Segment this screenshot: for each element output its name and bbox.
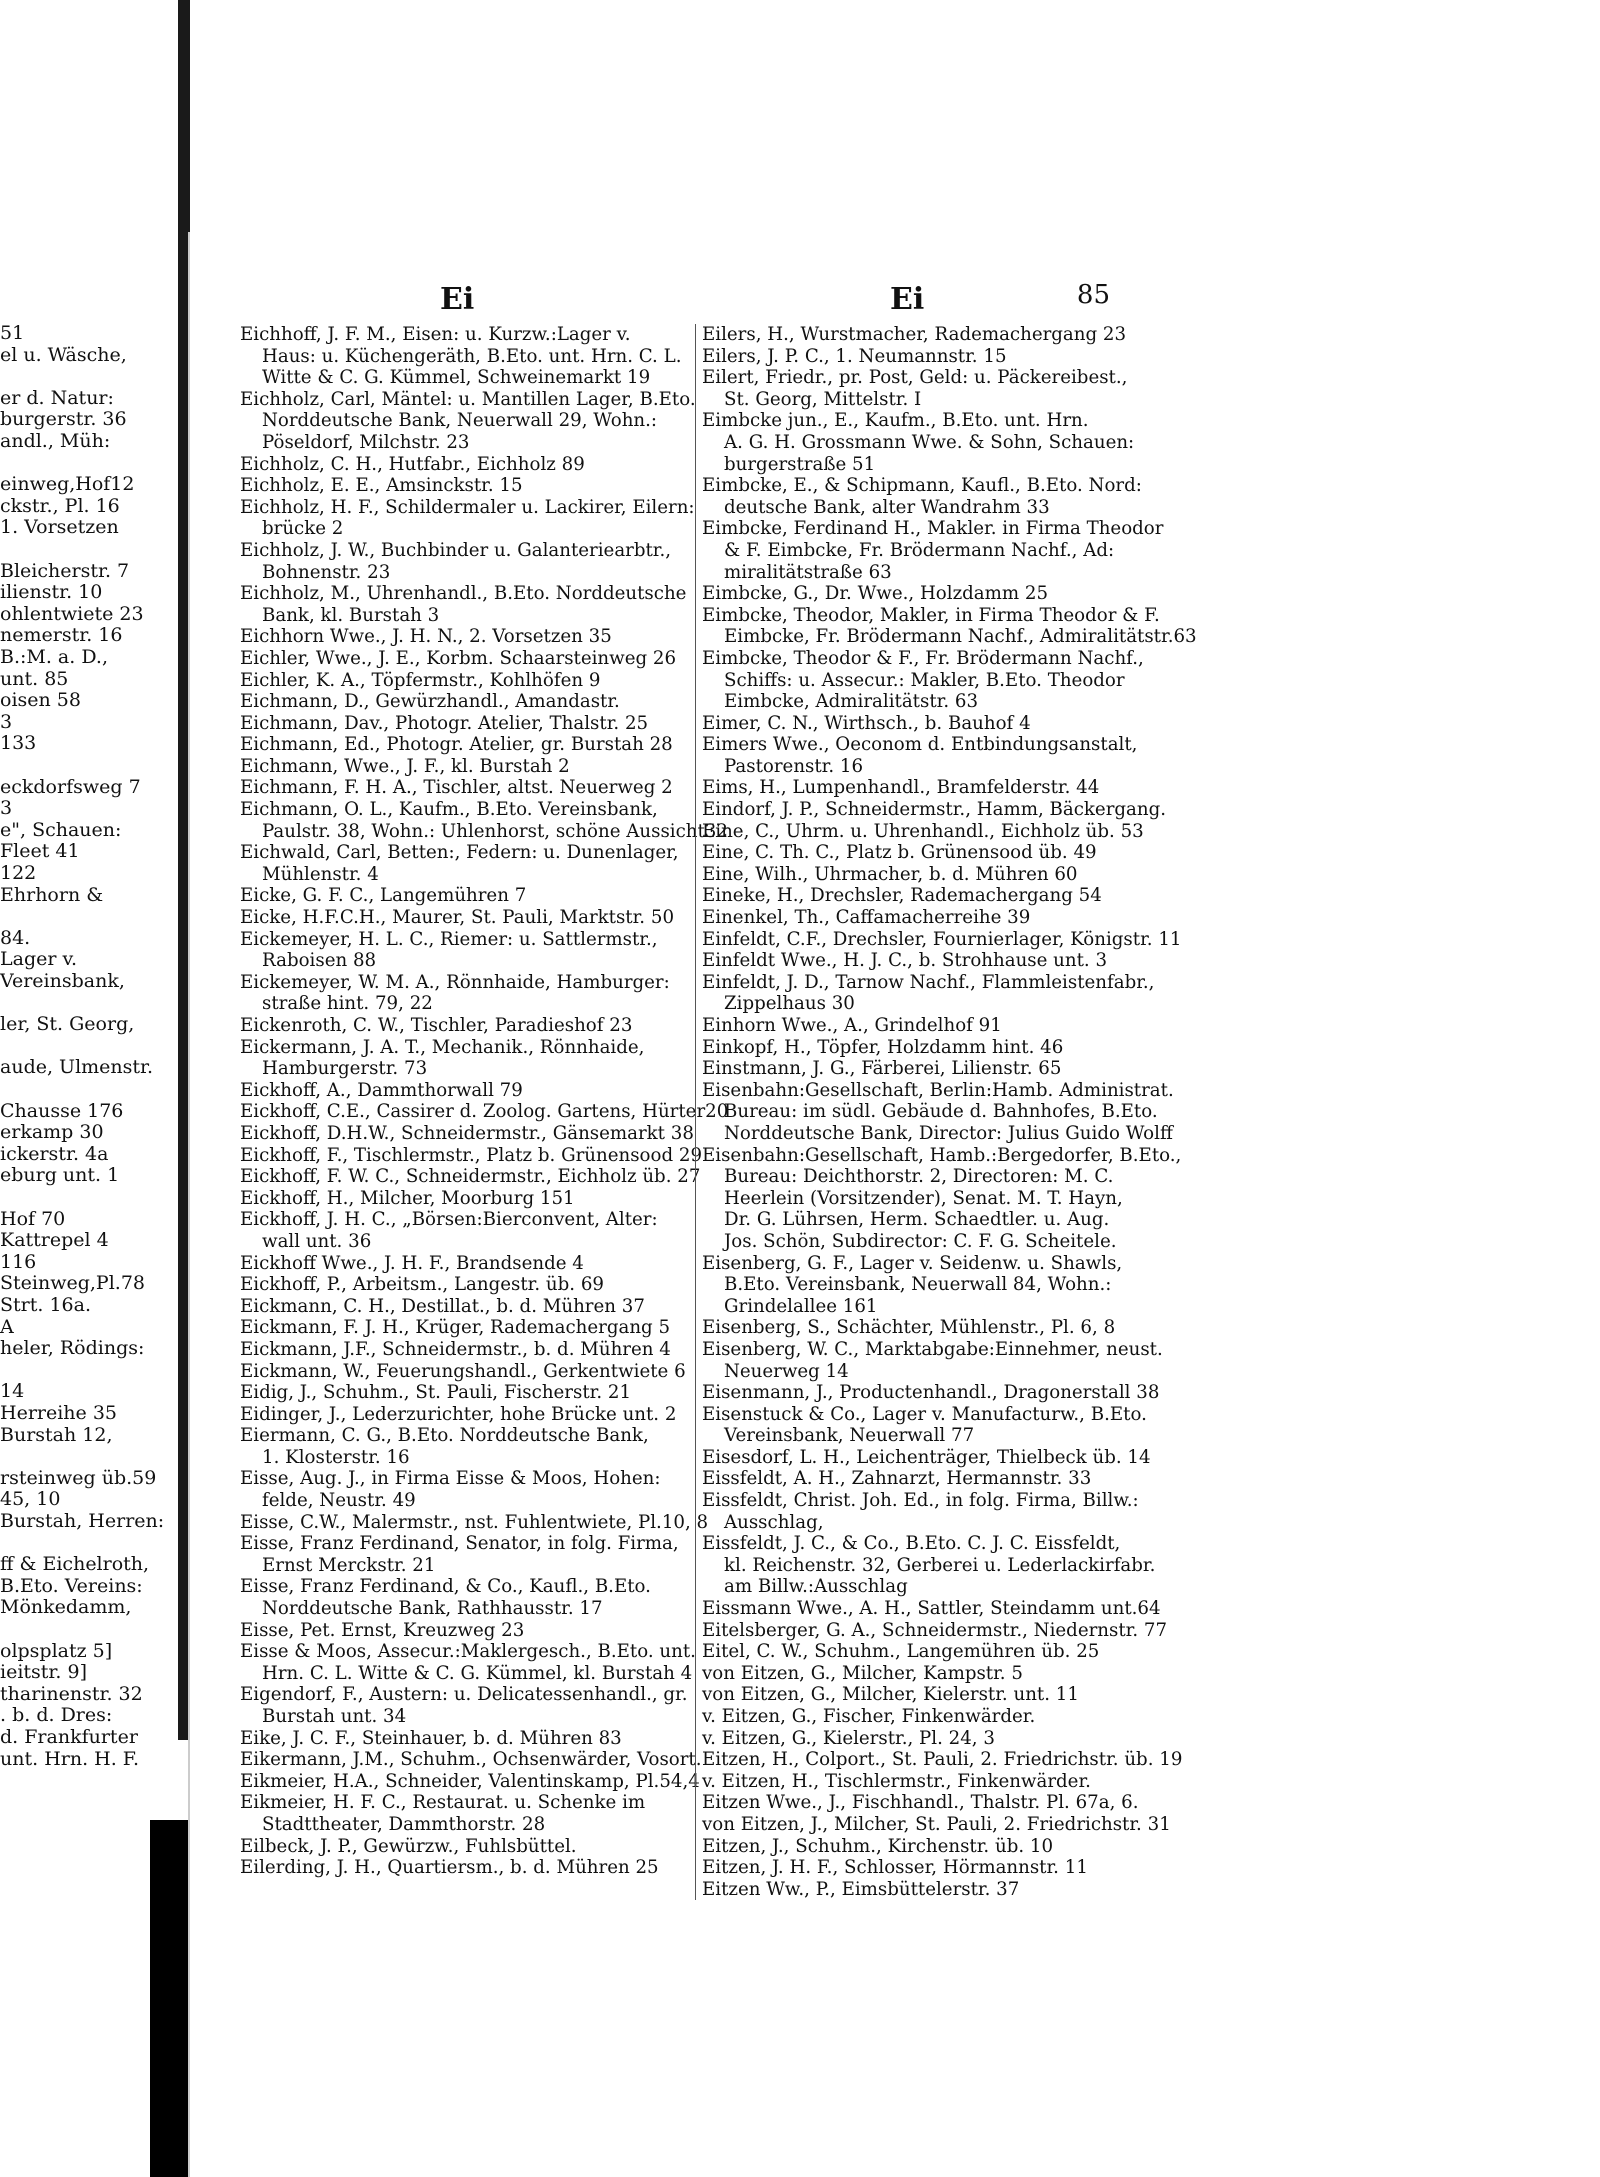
directory-entry: Eilert, Friedr., pr. Post, Geld: u. Päckereibest., (702, 367, 1128, 389)
left-fragment-line: B.:M. a. D., (0, 646, 108, 668)
left-fragment-line: Kattrepel 4 (0, 1229, 109, 1252)
directory-entry: Eilers, H., Wurstmacher, Rademachergang 23 (702, 324, 1127, 345)
directory-entry: Eichholz, Carl, Mäntel: u. Mantillen Lager, B.Eto. (240, 388, 696, 410)
left-fragment-line: ohlentwiete 23 (0, 602, 144, 625)
directory-entry: Eickhoff, J. H. C., „Börsen:Bierconvent, Alter: (240, 1209, 658, 1231)
directory-entry: von Eitzen, J., Milcher, St. Pauli, 2. Friedrichstr. 31 (702, 1813, 1171, 1835)
directory-entry: Eickhoff, H., Milcher, Moorburg 151 (240, 1187, 575, 1209)
entry-continuation: Norddeutsche Bank, Director: Julius Guido Wolff (724, 1122, 1173, 1144)
directory-entry: Eisenberg, W. C., Marktabgabe:Einnehmer, neust. (702, 1338, 1163, 1360)
directory-entry: Eitelsberger, G. A., Schneidermstr., Niedernstr. 77 (702, 1619, 1168, 1641)
left-fragment-line: unt. 85 (0, 667, 69, 690)
directory-entry: Eidinger, J., Lederzurichter, hohe Brücke unt. 2 (240, 1403, 677, 1425)
left-fragment-line: oisen 58 (0, 689, 81, 712)
directory-entry: v. Eitzen, G., Fischer, Finkenwärder. (702, 1706, 1036, 1727)
left-fragment-line: Chausse 176 (0, 1099, 124, 1122)
left-fragment-line: 3 (0, 797, 13, 820)
directory-entry: Eindorf, J. P., Schneidermstr., Hamm, Bäckergang. (702, 799, 1167, 821)
left-fragment-line: andl., Müh: (0, 430, 111, 452)
entry-continuation: Stadttheater, Dammthorstr. 28 (262, 1813, 546, 1835)
left-fragment-line: B.Eto. Vereins: (0, 1574, 143, 1597)
entry-continuation: Haus: u. Küchengeräth, B.Eto. unt. Hrn. C. L. (262, 345, 682, 367)
directory-entry: Eichholz, C. H., Hutfabr., Eichholz 89 (240, 453, 585, 475)
entry-continuation: B.Eto. Vereinsbank, Neuerwall 84, Wohn.: (724, 1274, 1112, 1296)
directory-entry: Eimbcke jun., E., Kaufm., B.Eto. unt. Hrn. (702, 410, 1089, 432)
directory-entry: Einhorn Wwe., A., Grindelhof 91 (702, 1015, 1002, 1036)
directory-entry: Eickmann, J.F., Schneidermstr., b. d. Mühren 4 (240, 1338, 671, 1360)
directory-entry: Eickhoff Wwe., J. H. F., Brandsende 4 (240, 1252, 584, 1274)
directory-entry: v. Eitzen, H., Tischlermstr., Finkenwärder. (702, 1770, 1091, 1792)
directory-entry: Eichler, K. A., Töpfermstr., Kohlhöfen 9 (240, 669, 601, 691)
left-fragment-line: einweg,Hof12 (0, 473, 135, 496)
entry-continuation: Zippelhaus 30 (724, 993, 855, 1015)
left-fragment-line: ff & Eichelroth, (0, 1553, 150, 1576)
directory-entry: Eitzen, J., Schuhm., Kirchenstr. üb. 10 (702, 1835, 1054, 1857)
left-fragment-line: Herreihe 35 (0, 1402, 117, 1424)
entry-continuation: Heerlein (Vorsitzender), Senat. M. T. Hayn, (724, 1187, 1123, 1209)
directory-entry: Eichwald, Carl, Betten:, Federn: u. Dunenlager, (240, 842, 679, 864)
directory-entry: Einstmann, J. G., Färberei, Lilienstr. 65 (702, 1058, 1062, 1080)
directory-entry: Eichhorn Wwe., J. H. N., 2. Vorsetzen 35 (240, 626, 612, 648)
left-fragment-line: rsteinweg üb.59 (0, 1466, 157, 1489)
directory-entry: v. Eitzen, G., Kielerstr., Pl. 24, 3 (702, 1727, 995, 1749)
directory-entry: von Eitzen, G., Milcher, Kielerstr. unt. 11 (702, 1684, 1079, 1706)
left-fragment-line: aude, Ulmenstr. (0, 1056, 154, 1079)
directory-entry: Eickermann, J. A. T., Mechanik., Rönnhaide, (240, 1036, 645, 1058)
directory-entry: Eimbcke, Theodor, Makler, in Firma Theodor & F. (702, 604, 1160, 626)
directory-entry: Eine, Wilh., Uhrmacher, b. d. Mühren 60 (702, 863, 1078, 885)
left-fragment-line: Hof 70 (0, 1207, 66, 1230)
left-fragment-line: olpsplatz 5] (0, 1639, 113, 1662)
left-fragment-line: ler, St. Georg, (0, 1013, 135, 1036)
directory-entry: Eikermann, J.M., Schuhm., Ochsenwärder, Vosort. (240, 1749, 702, 1771)
directory-entry: Eisenstuck & Co., Lager v. Manufacturw., B.Eto. (702, 1403, 1147, 1425)
directory-entry: Einfeldt, J. D., Tarnow Nachf., Flammleistenfabr., (702, 971, 1155, 993)
directory-entry: Eichholz, M., Uhrenhandl., B.Eto. Norddeutsche (240, 583, 687, 605)
directory-entry: Eisse, C.W., Malermstr., nst. Fuhlentwiete, Pl.10, 8 (240, 1511, 709, 1533)
left-fragment-line: Burstah 12, (0, 1423, 113, 1446)
directory-entry: Eisenbahn:Gesellschaft, Hamb.:Bergedorfer, B.Eto., (702, 1144, 1182, 1166)
entry-continuation: am Billw.:Ausschlag (724, 1576, 908, 1598)
left-fragment-line: eburg unt. 1 (0, 1164, 120, 1187)
directory-entry: Eimer, C. N., Wirthsch., b. Bauhof 4 (702, 712, 1031, 734)
directory-entry: Eikmeier, H. F. C., Restaurat. u. Schenke im (240, 1792, 646, 1814)
entry-continuation: Witte & C. G. Kümmel, Schweinemarkt 19 (262, 367, 651, 389)
directory-entry: Eissmann Wwe., A. H., Sattler, Steindamm unt.64 (702, 1598, 1161, 1620)
left-fragment-line: 133 (0, 732, 37, 755)
directory-entry: Eicke, G. F. C., Langemühren 7 (240, 885, 527, 907)
entry-continuation: deutsche Bank, alter Wandrahm 33 (724, 496, 1050, 518)
directory-entry: Eine, C., Uhrm. u. Uhrenhandl., Eichholz üb. 53 (702, 820, 1144, 842)
left-fragment-line: tharinenstr. 32 (0, 1682, 143, 1705)
left-fragment-line: 51 (0, 322, 25, 344)
right-column (695, 324, 1197, 1900)
directory-entry: Eimbcke, Ferdinand H., Makler. in Firma Theodor (702, 518, 1164, 540)
entry-continuation: felde, Neustr. 49 (262, 1490, 416, 1512)
directory-entry: Eichmann, D., Gewürzhandl., Amandastr. (240, 691, 620, 713)
left-fragment-line: Mönkedamm, (0, 1596, 132, 1619)
directory-entry: Eickemeyer, H. L. C., Riemer: u. Sattlermstr., (240, 928, 658, 950)
entry-continuation: Pöseldorf, Milchstr. 23 (262, 431, 470, 453)
directory-entry: Eimbcke, Theodor & F., Fr. Brödermann Nachf., (702, 647, 1144, 669)
directory-entry: Eichler, Wwe., J. E., Korbm. Schaarsteinweg 26 (240, 647, 677, 669)
directory-entry: Eichhoff, J. F. M., Eisen: u. Kurzw.:Lager v. (240, 324, 631, 345)
entry-continuation: Dr. G. Lührsen, Herm. Schaedtler. u. Aug. (724, 1209, 1110, 1231)
directory-entry: Eisenmann, J., Productenhandl., Dragonerstall 38 (702, 1382, 1160, 1404)
directory-entry: Eickhoff, F., Tischlermstr., Platz b. Grünensood 29 (240, 1144, 703, 1166)
directory-entry: Eisse, Franz Ferdinand, & Co., Kaufl., B.Eto. (240, 1576, 651, 1598)
directory-entry: Eickhoff, D.H.W., Schneidermstr., Gänsemarkt 38 (240, 1122, 694, 1144)
left-fragment-line: erkamp 30 (0, 1121, 104, 1144)
left-fragment-line: Ehrhorn & (0, 883, 104, 906)
directory-entry: Einfeldt, C.F., Drechsler, Fournierlager, Königstr. 11 (702, 928, 1182, 950)
entry-continuation: 1. Klosterstr. 16 (262, 1446, 410, 1468)
directory-entry: Eickenroth, C. W., Tischler, Paradieshof 23 (240, 1015, 633, 1036)
left-fragment-line: 3 (0, 710, 13, 733)
page-number: 85 (1076, 280, 1110, 310)
directory-entry: Eitzen, J. H. F., Schlosser, Hörmannstr. 11 (702, 1857, 1088, 1879)
directory-entry: Einfeldt Wwe., H. J. C., b. Strohhause unt. 3 (702, 950, 1108, 972)
directory-entry: Eickmann, F. J. H., Krüger, Rademachergang 5 (240, 1317, 671, 1339)
entry-continuation: Mühlenstr. 4 (262, 863, 379, 885)
entry-continuation: St. Georg, Mittelstr. I (724, 388, 922, 410)
left-fragment-line: ieitstr. 9] (0, 1661, 87, 1684)
directory-entry: Eitel, C. W., Schuhm., Langemühren üb. 25 (702, 1641, 1100, 1663)
left-fragment-line: . b. d. Dres: (0, 1704, 113, 1727)
directory-entry: Eidig, J., Schuhm., St. Pauli, Fischerstr. 21 (240, 1382, 632, 1404)
entry-continuation: Pastorenstr. 16 (724, 755, 864, 777)
left-fragment-line: nemerstr. 16 (0, 624, 123, 647)
entry-continuation: Bureau: Deichthorstr. 2, Directoren: M. C. (724, 1166, 1114, 1188)
left-fragment-line: Burstah, Herren: (0, 1510, 165, 1532)
directory-entry: Eigendorf, F., Austern: u. Delicatessenhandl., gr. (240, 1684, 688, 1706)
entry-continuation: Ernst Merckstr. 21 (262, 1554, 436, 1576)
left-fragment-line: burgerstr. 36 (0, 408, 127, 431)
left-fragment-line: ilienstr. 10 (0, 581, 103, 604)
entry-continuation: Bohnenstr. 23 (262, 561, 391, 583)
directory-entry: Eitzen Ww., P., Eimsbüttelerstr. 37 (702, 1878, 1020, 1900)
directory-entry: Eichmann, F. H. A., Tischler, altst. Neuerweg 2 (240, 777, 673, 799)
directory-entry: Einkopf, H., Töpfer, Holzdamm hint. 46 (702, 1036, 1064, 1058)
entry-continuation: Ausschlag, (724, 1511, 824, 1533)
left-fragment-line: ckstr., Pl. 16 (0, 494, 120, 517)
left-fragment-line: ickerstr. 4a (0, 1142, 109, 1165)
directory-entry: Eine, C. Th. C., Platz b. Grünensood üb. 49 (702, 842, 1097, 864)
directory-entry: Eitzen Wwe., J., Fischhandl., Thalstr. Pl. 67a, 6. (702, 1792, 1139, 1814)
directory-entry: Eichholz, E. E., Amsinckstr. 15 (240, 475, 523, 497)
directory-entry: Eisse & Moos, Assecur.:Maklergesch., B.Eto. unt. (240, 1641, 696, 1663)
directory-entry: Eichholz, J. W., Buchbinder u. Galanteriearbtr., (240, 539, 672, 561)
entry-continuation: wall unt. 36 (262, 1230, 372, 1252)
directory-entry: Eisse, Franz Ferdinand, Senator, in folg. Firma, (240, 1533, 679, 1555)
directory-entry: Eilbeck, J. P., Gewürzw., Fuhlsbüttel. (240, 1835, 577, 1857)
entry-continuation: kl. Reichenstr. 32, Gerberei u. Lederlackirfabr. (724, 1554, 1156, 1576)
directory-entry: Eichmann, O. L., Kaufm., B.Eto. Vereinsbank, (240, 799, 658, 821)
left-fragment-line: 14 (0, 1380, 25, 1403)
left-fragment-line: 84. (0, 926, 31, 949)
directory-entry: Eilers, J. P. C., 1. Neumannstr. 15 (702, 345, 1007, 367)
entry-continuation: miralitätstraße 63 (724, 561, 892, 583)
left-fragment-line: Strt. 16a. (0, 1294, 91, 1316)
directory-entry: Eickmann, C. H., Destillat., b. d. Mühren 37 (240, 1295, 645, 1317)
directory-entry: Eisesdorf, L. H., Leichenträger, Thielbeck üb. 14 (702, 1446, 1151, 1468)
directory-entry: Eickhoff, A., Dammthorwall 79 (240, 1079, 523, 1101)
entry-continuation: Vereinsbank, Neuerwall 77 (724, 1425, 975, 1447)
directory-entry: Eissfeldt, J. C., & Co., B.Eto. C. J. C. Eissfeldt, (702, 1533, 1121, 1555)
directory-entry: Eisenberg, G. F., Lager v. Seidenw. u. Shawls, (702, 1252, 1123, 1274)
directory-entry: Eisse, Aug. J., in Firma Eisse & Moos, Hohen: (240, 1468, 661, 1490)
directory-entry: Eikmeier, H.A., Schneider, Valentinskamp, Pl.54,4 (240, 1770, 700, 1792)
entry-continuation: Schiffs: u. Assecur.: Makler, B.Eto. Theodor (724, 669, 1125, 691)
entry-continuation: Eimbcke, Fr. Brödermann Nachf., Admiralitätstr.63 (724, 626, 1197, 648)
entry-continuation: Norddeutsche Bank, Neuerwall 29, Wohn.: (262, 410, 658, 432)
entry-continuation: Eimbcke, Admiralitätstr. 63 (724, 691, 979, 713)
left-fragment-line: Lager v. (0, 948, 77, 971)
left-fragment-line: heler, Rödings: (0, 1337, 145, 1360)
directory-entry: Eimbcke, G., Dr. Wwe., Holzdamm 25 (702, 583, 1049, 605)
directory-page (190, 232, 1197, 2177)
left-fragment-line: Bleicherstr. 7 (0, 559, 130, 582)
directory-entry: Eickhoff, P., Arbeitsm., Langestr. üb. 69 (240, 1274, 604, 1296)
entry-continuation: Neuerweg 14 (724, 1360, 849, 1382)
directory-entry: Eickmann, W., Feuerungshandl., Gerkentwiete 6 (240, 1360, 686, 1382)
directory-entry: von Eitzen, G., Milcher, Kampstr. 5 (702, 1662, 1023, 1684)
left-fragment-line: 116 (0, 1250, 37, 1273)
left-fragment-line: 1. Vorsetzen (0, 516, 119, 539)
directory-entry: Eichholz, H. F., Schildermaler u. Lackirer, Eilern: (240, 496, 695, 518)
left-fragment-line: unt. Hrn. H. F. (0, 1747, 140, 1770)
entry-continuation: brücke 2 (262, 518, 344, 540)
left-fragment-line: eckdorfsweg 7 (0, 775, 141, 798)
left-fragment-line: Fleet 41 (0, 840, 80, 863)
right-column-header: Ei (890, 282, 925, 317)
left-fragment-line: Steinweg,Pl.78 (0, 1272, 145, 1295)
entry-continuation: Raboisen 88 (262, 950, 377, 972)
directory-entry: Eicke, H.F.C.H., Maurer, St. Pauli, Marktstr. 50 (240, 907, 675, 929)
left-fragment-line: 122 (0, 862, 37, 884)
entry-continuation: Grindelallee 161 (724, 1295, 878, 1317)
left-fragment-line: A (0, 1315, 14, 1338)
directory-entry: Eiermann, C. G., B.Eto. Norddeutsche Bank, (240, 1425, 649, 1447)
directory-entry: Eisse, Pet. Ernst, Kreuzweg 23 (240, 1619, 525, 1641)
entry-continuation: Hamburgerstr. 73 (262, 1058, 428, 1080)
directory-entry: Eichmann, Dav., Photogr. Atelier, Thalstr. 25 (240, 712, 649, 734)
directory-entry: Eichmann, Ed., Photogr. Atelier, gr. Burstah 28 (240, 734, 673, 756)
left-fragment-line: 45, 10 (0, 1488, 61, 1511)
directory-entry: Eims, H., Lumpenhandl., Bramfelderstr. 44 (702, 777, 1100, 799)
directory-entry: Eitzen, H., Colport., St. Pauli, 2. Friedrichstr. üb. 19 (702, 1749, 1183, 1771)
left-column (240, 324, 729, 1879)
entry-continuation: straße hint. 79, 22 (262, 993, 433, 1015)
left-fragment-line: d. Frankfurter (0, 1726, 138, 1748)
entry-continuation: & F. Eimbcke, Fr. Brödermann Nachf., Ad: (724, 539, 1115, 561)
entry-continuation: Bank, kl. Burstah 3 (262, 604, 440, 626)
directory-entry: Eisenbahn:Gesellschaft, Berlin:Hamb. Administrat. (702, 1079, 1174, 1101)
directory-entry: Eike, J. C. F., Steinhauer, b. d. Mühren 83 (240, 1727, 622, 1749)
directory-entry: Eissfeldt, A. H., Zahnarzt, Hermannstr. 33 (702, 1468, 1092, 1490)
directory-entry: Eineke, H., Drechsler, Rademachergang 54 (702, 885, 1102, 907)
directory-entry: Eimers Wwe., Oeconom d. Entbindungsanstalt, (702, 734, 1138, 756)
directory-entry: Eisenberg, S., Schächter, Mühlenstr., Pl. 6, 8 (702, 1317, 1116, 1339)
entry-continuation: A. G. H. Grossmann Wwe. & Sohn, Schauen: (724, 431, 1135, 453)
directory-entry: Eilerding, J. H., Quartiersm., b. d. Mühren 25 (240, 1857, 659, 1879)
entry-continuation: Burstah unt. 34 (262, 1706, 407, 1727)
left-fragment-line: e", Schauen: (0, 818, 122, 841)
directory-entry: Eickhoff, F. W. C., Schneidermstr., Eichholz üb. 27 (240, 1166, 701, 1188)
left-fragment-line: el u. Wäsche, (0, 343, 127, 366)
directory-entry: Eissfeldt, Christ. Joh. Ed., in folg. Firma, Billw.: (702, 1490, 1139, 1512)
directory-entry: Eickhoff, C.E., Cassirer d. Zoolog. Gartens, Hürter20 (240, 1101, 729, 1123)
directory-entry: Einenkel, Th., Caffamacherreihe 39 (702, 907, 1031, 929)
entry-continuation: Norddeutsche Bank, Rathhausstr. 17 (262, 1598, 603, 1620)
left-fragment-line: Vereinsbank, (0, 970, 125, 992)
entry-continuation: burgerstraße 51 (724, 453, 876, 475)
entry-continuation: Paulstr. 38, Wohn.: Uhlenhorst, schöne Aussicht32 (262, 820, 728, 842)
left-fragment-line: er d. Natur: (0, 386, 114, 409)
directory-entry: Eichmann, Wwe., J. F., kl. Burstah 2 (240, 755, 570, 777)
entry-continuation: Bureau: im südl. Gebäude d. Bahnhofes, B.Eto. (724, 1101, 1158, 1123)
directory-entry: Eimbcke, E., & Schipmann, Kaufl., B.Eto. Nord: (702, 475, 1142, 497)
left-column-header: Ei (440, 282, 475, 317)
entry-continuation: Hrn. C. L. Witte & C. G. Kümmel, kl. Burstah 4 (262, 1662, 693, 1684)
entry-continuation: Jos. Schön, Subdirector: C. F. G. Scheitele. (724, 1230, 1117, 1252)
directory-entry: Eickemeyer, W. M. A., Rönnhaide, Hamburger: (240, 971, 670, 993)
